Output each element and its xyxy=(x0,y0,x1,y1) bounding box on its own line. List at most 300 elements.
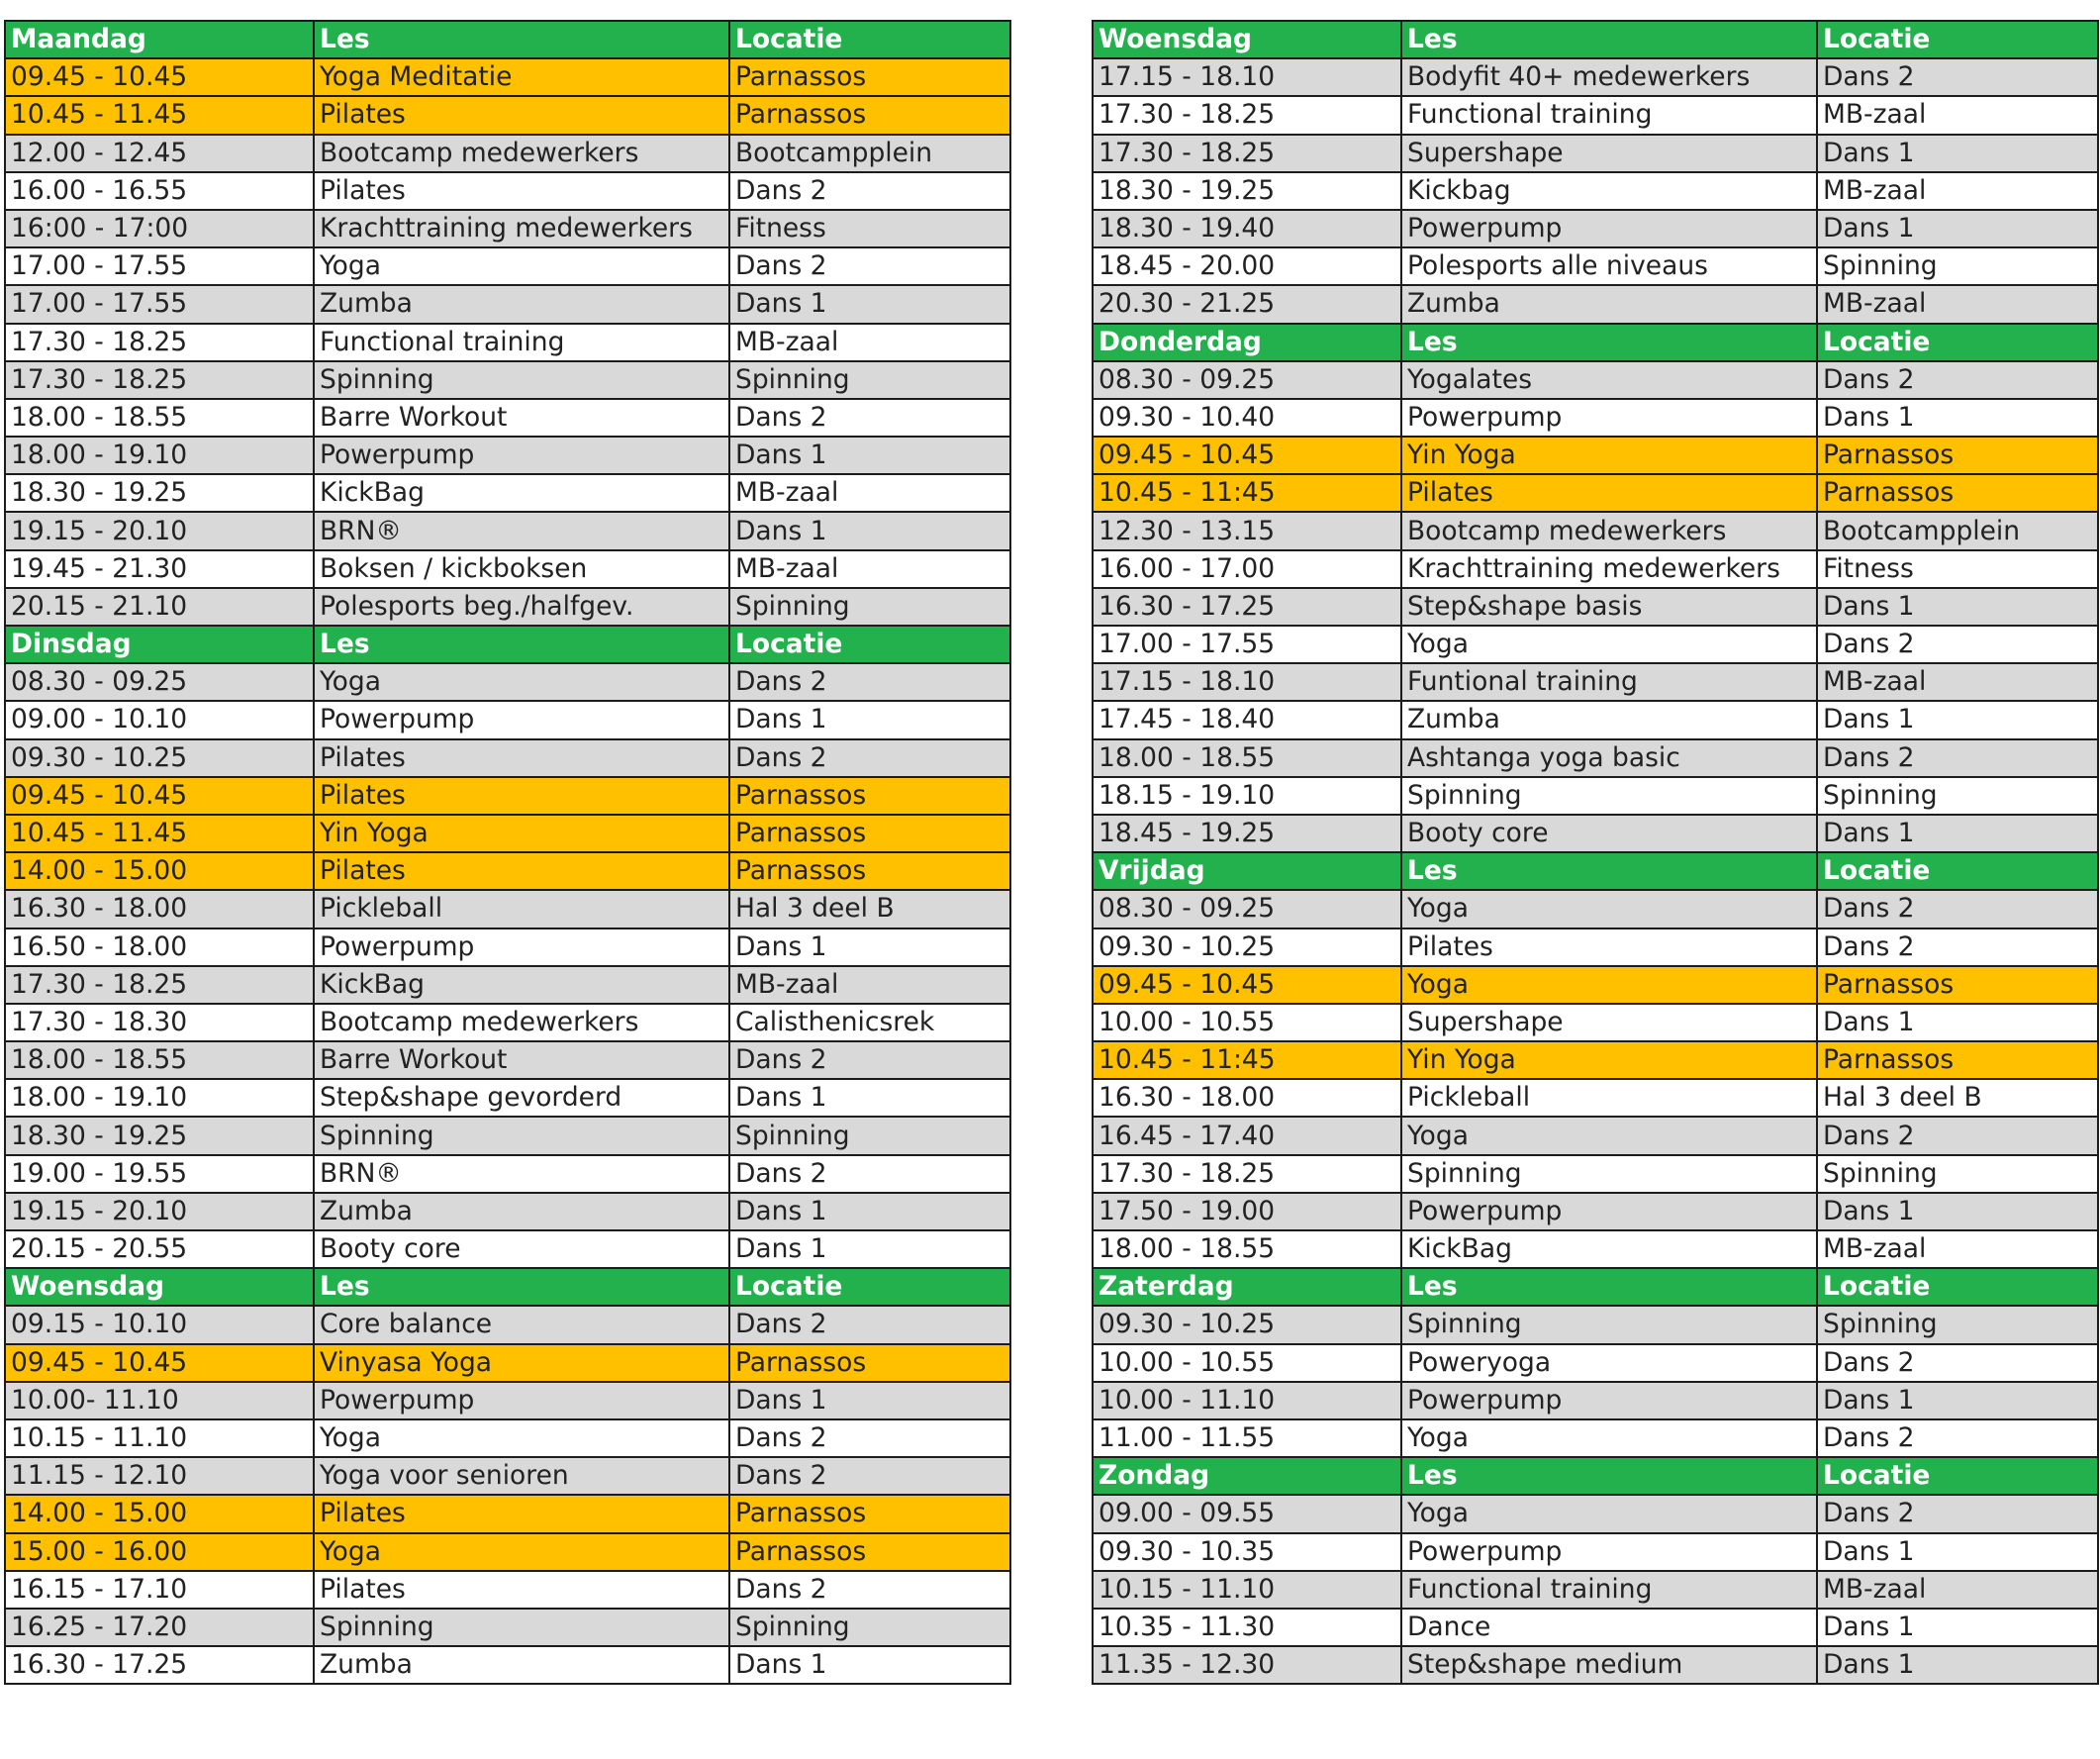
class-name: Bootcamp medewerkers xyxy=(314,1004,729,1041)
class-time: 17.30 - 18.25 xyxy=(1093,96,1401,134)
class-time: 16:00 - 17:00 xyxy=(5,210,314,247)
schedule-row xyxy=(1093,58,2098,96)
class-location: Dans 2 xyxy=(1817,890,2098,928)
day-name: Vrijdag xyxy=(1093,852,1401,890)
class-name: Step&shape medium xyxy=(1401,1646,1817,1684)
schedule-row xyxy=(5,890,1010,928)
class-time: 17.00 - 17.55 xyxy=(1093,626,1401,663)
class-name: Yoga xyxy=(314,663,729,701)
class-name: Pilates xyxy=(314,172,729,210)
les-column-header: Les xyxy=(1401,852,1817,890)
schedule-row xyxy=(1093,437,2098,474)
locatie-column-header: Locatie xyxy=(729,1268,1010,1306)
class-time: 09.30 - 10.25 xyxy=(5,739,314,777)
class-time: 18.30 - 19.25 xyxy=(1093,172,1401,210)
schedule-row xyxy=(1093,399,2098,437)
class-time: 20.15 - 20.55 xyxy=(5,1230,314,1268)
class-name: Spinning xyxy=(1401,1155,1817,1193)
schedule-row xyxy=(1093,1079,2098,1117)
schedule-row xyxy=(5,815,1010,852)
class-location: Spinning xyxy=(729,361,1010,399)
locatie-column-header: Locatie xyxy=(1817,852,2098,890)
schedule-row xyxy=(5,512,1010,549)
class-location: Dans 1 xyxy=(1817,701,2098,738)
class-location: Dans 1 xyxy=(729,1193,1010,1230)
class-location: Spinning xyxy=(729,1117,1010,1154)
class-location: Parnassos xyxy=(729,1533,1010,1571)
class-time: 09.45 - 10.45 xyxy=(1093,966,1401,1004)
day-header-row xyxy=(1093,21,2098,58)
class-time: 10.00 - 10.55 xyxy=(1093,1344,1401,1382)
class-time: 17.30 - 18.25 xyxy=(1093,1155,1401,1193)
class-name: Zumba xyxy=(314,285,729,323)
schedule-row xyxy=(5,966,1010,1004)
class-location: Hal 3 deel B xyxy=(729,890,1010,928)
schedule-row xyxy=(1093,588,2098,626)
class-time: 16.30 - 18.00 xyxy=(1093,1079,1401,1117)
schedule-row xyxy=(1093,1609,2098,1646)
day-header-row xyxy=(1093,1457,2098,1495)
class-location: Dans 2 xyxy=(729,247,1010,285)
class-time: 09.00 - 09.55 xyxy=(1093,1495,1401,1532)
schedule-row xyxy=(5,96,1010,134)
schedule-row xyxy=(5,58,1010,96)
schedule-row xyxy=(5,1419,1010,1457)
schedule-row xyxy=(5,247,1010,285)
schedule-row xyxy=(1093,890,2098,928)
schedule-row xyxy=(5,1155,1010,1193)
class-name: Pilates xyxy=(314,777,729,815)
schedule-row xyxy=(5,1382,1010,1419)
class-location: Dans 2 xyxy=(1817,1344,2098,1382)
class-time: 16.00 - 16.55 xyxy=(5,172,314,210)
class-time: 09.30 - 10.35 xyxy=(1093,1533,1401,1571)
schedule-row xyxy=(1093,815,2098,852)
schedule-row xyxy=(1093,512,2098,549)
schedule-row xyxy=(5,324,1010,361)
schedule-row xyxy=(5,1230,1010,1268)
les-column-header: Les xyxy=(1401,21,1817,58)
class-location: Dans 1 xyxy=(729,928,1010,966)
schedule-row xyxy=(5,663,1010,701)
class-time: 09.30 - 10.40 xyxy=(1093,399,1401,437)
class-location: Bootcampplein xyxy=(729,135,1010,172)
class-location: Dans 2 xyxy=(729,1041,1010,1079)
class-name: Polesports beg./halfgev. xyxy=(314,588,729,626)
class-name: Yin Yoga xyxy=(1401,437,1817,474)
class-name: Zumba xyxy=(1401,285,1817,323)
class-time: 11.00 - 11.55 xyxy=(1093,1419,1401,1457)
class-time: 16.25 - 17.20 xyxy=(5,1609,314,1646)
class-name: Dance xyxy=(1401,1609,1817,1646)
class-name: Functional training xyxy=(1401,96,1817,134)
class-name: Pilates xyxy=(314,1495,729,1532)
class-location: Dans 2 xyxy=(1817,626,2098,663)
class-time: 19.45 - 21.30 xyxy=(5,550,314,588)
class-time: 18.00 - 18.55 xyxy=(1093,739,1401,777)
schedule-row xyxy=(1093,210,2098,247)
class-name: Vinyasa Yoga xyxy=(314,1344,729,1382)
class-location: Fitness xyxy=(729,210,1010,247)
les-column-header: Les xyxy=(1401,1268,1817,1306)
schedule-row xyxy=(5,1457,1010,1495)
class-name: Spinning xyxy=(314,1609,729,1646)
schedule-row xyxy=(5,1344,1010,1382)
class-time: 18.30 - 19.25 xyxy=(5,1117,314,1154)
class-time: 10.45 - 11:45 xyxy=(1093,1041,1401,1079)
schedule-row xyxy=(1093,1571,2098,1609)
schedule-row xyxy=(5,1079,1010,1117)
class-name: Yogalates xyxy=(1401,361,1817,399)
class-time: 17.15 - 18.10 xyxy=(1093,58,1401,96)
schedule-row xyxy=(5,1117,1010,1154)
class-name: Boksen / kickboksen xyxy=(314,550,729,588)
class-location: MB-zaal xyxy=(1817,96,2098,134)
class-time: 16.30 - 18.00 xyxy=(5,890,314,928)
class-time: 11.15 - 12.10 xyxy=(5,1457,314,1495)
class-time: 17.30 - 18.25 xyxy=(5,966,314,1004)
day-name: Woensdag xyxy=(1093,21,1401,58)
schedule-row xyxy=(1093,1533,2098,1571)
class-location: Dans 2 xyxy=(729,1155,1010,1193)
day-name: Woensdag xyxy=(5,1268,314,1306)
class-name: KickBag xyxy=(314,966,729,1004)
class-name: Krachttraining medewerkers xyxy=(1401,550,1817,588)
class-time: 11.35 - 12.30 xyxy=(1093,1646,1401,1684)
class-time: 14.00 - 15.00 xyxy=(5,1495,314,1532)
locatie-column-header: Locatie xyxy=(1817,21,2098,58)
class-name: Yoga xyxy=(1401,890,1817,928)
class-location: Dans 2 xyxy=(729,1419,1010,1457)
class-time: 10.00- 11.10 xyxy=(5,1382,314,1419)
schedule-row xyxy=(1093,172,2098,210)
class-name: Kickbag xyxy=(1401,172,1817,210)
schedule-row xyxy=(1093,96,2098,134)
class-name: KickBag xyxy=(1401,1230,1817,1268)
class-time: 18.00 - 19.10 xyxy=(5,1079,314,1117)
class-time: 19.15 - 20.10 xyxy=(5,512,314,549)
class-name: Barre Workout xyxy=(314,1041,729,1079)
locatie-column-header: Locatie xyxy=(1817,1457,2098,1495)
locatie-column-header: Locatie xyxy=(1817,324,2098,361)
schedule-row xyxy=(5,1533,1010,1571)
class-location: Dans 1 xyxy=(729,1646,1010,1684)
class-location: Parnassos xyxy=(1817,437,2098,474)
schedule-row xyxy=(1093,1155,2098,1193)
class-location: Hal 3 deel B xyxy=(1817,1079,2098,1117)
class-name: Pilates xyxy=(314,852,729,890)
class-location: Spinning xyxy=(729,1609,1010,1646)
class-time: 09.45 - 10.45 xyxy=(5,777,314,815)
class-time: 18.15 - 19.10 xyxy=(1093,777,1401,815)
class-time: 19.00 - 19.55 xyxy=(5,1155,314,1193)
class-name: Yoga xyxy=(1401,626,1817,663)
class-name: Powerpump xyxy=(1401,1533,1817,1571)
class-location: Dans 1 xyxy=(729,1230,1010,1268)
day-name: Zondag xyxy=(1093,1457,1401,1495)
class-location: Parnassos xyxy=(729,1344,1010,1382)
schedule-row xyxy=(5,437,1010,474)
class-name: Yoga voor senioren xyxy=(314,1457,729,1495)
class-location: Dans 1 xyxy=(1817,210,2098,247)
class-location: Calisthenicsrek xyxy=(729,1004,1010,1041)
day-name: Dinsdag xyxy=(5,626,314,663)
class-name: Functional training xyxy=(314,324,729,361)
schedule-row xyxy=(5,1571,1010,1609)
class-name: Bootcamp medewerkers xyxy=(314,135,729,172)
class-name: Powerpump xyxy=(1401,399,1817,437)
class-name: Yoga xyxy=(1401,1117,1817,1154)
class-time: 17.30 - 18.25 xyxy=(1093,135,1401,172)
les-column-header: Les xyxy=(1401,324,1817,361)
class-time: 15.00 - 16.00 xyxy=(5,1533,314,1571)
schedule-row xyxy=(5,285,1010,323)
class-location: Dans 1 xyxy=(1817,1193,2098,1230)
class-name: Ashtanga yoga basic xyxy=(1401,739,1817,777)
day-header-row xyxy=(1093,1268,2098,1306)
class-location: Dans 2 xyxy=(1817,58,2098,96)
schedule-row xyxy=(1093,1419,2098,1457)
class-time: 16.15 - 17.10 xyxy=(5,1571,314,1609)
class-location: MB-zaal xyxy=(1817,1571,2098,1609)
class-time: 10.45 - 11.45 xyxy=(5,815,314,852)
class-name: Step&shape gevorderd xyxy=(314,1079,729,1117)
class-name: Functional training xyxy=(1401,1571,1817,1609)
class-location: Parnassos xyxy=(729,96,1010,134)
class-time: 18.00 - 18.55 xyxy=(1093,1230,1401,1268)
schedule-row xyxy=(1093,1344,2098,1382)
class-location: MB-zaal xyxy=(1817,172,2098,210)
class-location: Dans 2 xyxy=(729,399,1010,437)
class-name: Pickleball xyxy=(314,890,729,928)
class-name: Powerpump xyxy=(314,437,729,474)
day-header-row xyxy=(5,21,1010,58)
class-name: Pilates xyxy=(314,739,729,777)
class-name: Yoga xyxy=(314,1533,729,1571)
day-name: Donderdag xyxy=(1093,324,1401,361)
class-location: Dans 1 xyxy=(729,437,1010,474)
schedule-row xyxy=(1093,1004,2098,1041)
class-time: 20.30 - 21.25 xyxy=(1093,285,1401,323)
schedule-row xyxy=(1093,1306,2098,1343)
class-name: Powerpump xyxy=(1401,1382,1817,1419)
class-time: 19.15 - 20.10 xyxy=(5,1193,314,1230)
class-location: Parnassos xyxy=(729,777,1010,815)
class-location: Dans 1 xyxy=(729,1079,1010,1117)
class-time: 20.15 - 21.10 xyxy=(5,588,314,626)
schedule-row xyxy=(1093,966,2098,1004)
class-time: 09.15 - 10.10 xyxy=(5,1306,314,1343)
class-time: 10.45 - 11:45 xyxy=(1093,474,1401,512)
class-name: Step&shape basis xyxy=(1401,588,1817,626)
class-time: 17.45 - 18.40 xyxy=(1093,701,1401,738)
class-location: Dans 1 xyxy=(1817,135,2098,172)
class-name: Powerpump xyxy=(1401,210,1817,247)
class-time: 09.00 - 10.10 xyxy=(5,701,314,738)
class-time: 12.30 - 13.15 xyxy=(1093,512,1401,549)
class-name: Barre Workout xyxy=(314,399,729,437)
class-time: 12.00 - 12.45 xyxy=(5,135,314,172)
class-location: Dans 2 xyxy=(1817,739,2098,777)
class-location: Dans 2 xyxy=(1817,1419,2098,1457)
class-location: Parnassos xyxy=(729,815,1010,852)
class-name: Supershape xyxy=(1401,135,1817,172)
schedule-row xyxy=(1093,550,2098,588)
class-time: 17.00 - 17.55 xyxy=(5,247,314,285)
class-time: 10.15 - 11.10 xyxy=(1093,1571,1401,1609)
class-location: Dans 1 xyxy=(729,1382,1010,1419)
schedule-row xyxy=(1093,928,2098,966)
schedule-row xyxy=(5,474,1010,512)
class-name: Pilates xyxy=(314,96,729,134)
schedule-row xyxy=(1093,1193,2098,1230)
class-location: Dans 2 xyxy=(729,1457,1010,1495)
class-name: Pilates xyxy=(314,1571,729,1609)
schedule-table-left xyxy=(4,20,1011,1685)
class-name: Zumba xyxy=(314,1646,729,1684)
class-location: Parnassos xyxy=(729,58,1010,96)
class-name: Powerpump xyxy=(314,928,729,966)
schedule-row xyxy=(5,588,1010,626)
locatie-column-header: Locatie xyxy=(729,626,1010,663)
class-location: Dans 2 xyxy=(729,663,1010,701)
class-location: MB-zaal xyxy=(1817,663,2098,701)
class-name: Powerpump xyxy=(314,701,729,738)
class-location: Fitness xyxy=(1817,550,2098,588)
day-header-row xyxy=(1093,852,2098,890)
schedule-row xyxy=(1093,247,2098,285)
class-location: MB-zaal xyxy=(1817,285,2098,323)
schedule-row xyxy=(5,1609,1010,1646)
class-name: Booty core xyxy=(1401,815,1817,852)
class-name: Bootcamp medewerkers xyxy=(1401,512,1817,549)
class-time: 17.30 - 18.25 xyxy=(5,324,314,361)
schedule-row xyxy=(5,777,1010,815)
schedule-row xyxy=(1093,1646,2098,1684)
class-name: BRN® xyxy=(314,512,729,549)
schedule-row xyxy=(1093,1230,2098,1268)
class-location: MB-zaal xyxy=(1817,1230,2098,1268)
class-location: Dans 2 xyxy=(729,1306,1010,1343)
les-column-header: Les xyxy=(314,21,729,58)
schedule-row xyxy=(1093,361,2098,399)
class-location: Spinning xyxy=(1817,777,2098,815)
class-name: Yoga xyxy=(314,247,729,285)
class-location: Dans 1 xyxy=(1817,1609,2098,1646)
class-time: 09.45 - 10.45 xyxy=(1093,437,1401,474)
schedule-row xyxy=(5,701,1010,738)
class-location: Spinning xyxy=(1817,1306,2098,1343)
class-location: Bootcampplein xyxy=(1817,512,2098,549)
class-location: MB-zaal xyxy=(729,966,1010,1004)
class-location: Dans 1 xyxy=(1817,815,2098,852)
schedule-row xyxy=(5,135,1010,172)
class-name: Krachttraining medewerkers xyxy=(314,210,729,247)
schedule-row xyxy=(1093,777,2098,815)
class-location: Spinning xyxy=(1817,247,2098,285)
class-location: MB-zaal xyxy=(729,324,1010,361)
class-time: 17.15 - 18.10 xyxy=(1093,663,1401,701)
schedule-row xyxy=(1093,474,2098,512)
day-name: Zaterdag xyxy=(1093,1268,1401,1306)
schedule-row xyxy=(1093,739,2098,777)
schedule-row xyxy=(1093,701,2098,738)
day-header-row xyxy=(5,626,1010,663)
class-name: Bodyfit 40+ medewerkers xyxy=(1401,58,1817,96)
class-name: Pilates xyxy=(1401,928,1817,966)
class-location: Dans 1 xyxy=(1817,1533,2098,1571)
class-name: Poweryoga xyxy=(1401,1344,1817,1382)
class-location: Dans 2 xyxy=(1817,1495,2098,1532)
class-time: 18.45 - 19.25 xyxy=(1093,815,1401,852)
schedule-row xyxy=(1093,135,2098,172)
class-time: 18.30 - 19.40 xyxy=(1093,210,1401,247)
class-time: 09.45 - 10.45 xyxy=(5,1344,314,1382)
class-name: Yin Yoga xyxy=(314,815,729,852)
schedule-row xyxy=(5,1306,1010,1343)
schedule-row xyxy=(5,1646,1010,1684)
class-location: MB-zaal xyxy=(729,474,1010,512)
class-location: Dans 2 xyxy=(1817,1117,2098,1154)
day-header-row xyxy=(5,1268,1010,1306)
schedule-row xyxy=(1093,1041,2098,1079)
class-time: 18.45 - 20.00 xyxy=(1093,247,1401,285)
schedule-table-right xyxy=(1092,20,2099,1685)
day-name: Maandag xyxy=(5,21,314,58)
class-location: Parnassos xyxy=(1817,474,2098,512)
class-name: Supershape xyxy=(1401,1004,1817,1041)
class-location: Dans 2 xyxy=(729,739,1010,777)
class-location: Spinning xyxy=(729,588,1010,626)
class-time: 10.00 - 10.55 xyxy=(1093,1004,1401,1041)
class-location: Dans 1 xyxy=(729,701,1010,738)
class-name: Spinning xyxy=(1401,1306,1817,1343)
class-location: Dans 1 xyxy=(729,285,1010,323)
schedule-row xyxy=(5,399,1010,437)
les-column-header: Les xyxy=(314,1268,729,1306)
class-time: 18.00 - 18.55 xyxy=(5,1041,314,1079)
class-name: Pickleball xyxy=(1401,1079,1817,1117)
class-time: 16.45 - 17.40 xyxy=(1093,1117,1401,1154)
schedule-row xyxy=(5,1041,1010,1079)
schedule-row xyxy=(5,172,1010,210)
class-time: 09.45 - 10.45 xyxy=(5,58,314,96)
class-time: 09.30 - 10.25 xyxy=(1093,928,1401,966)
class-time: 17.00 - 17.55 xyxy=(5,285,314,323)
class-time: 18.30 - 19.25 xyxy=(5,474,314,512)
class-location: Dans 2 xyxy=(729,172,1010,210)
class-time: 16.50 - 18.00 xyxy=(5,928,314,966)
class-name: Powerpump xyxy=(1401,1193,1817,1230)
class-time: 10.15 - 11.10 xyxy=(5,1419,314,1457)
class-time: 17.30 - 18.25 xyxy=(5,361,314,399)
class-name: Spinning xyxy=(1401,777,1817,815)
class-name: Funtional training xyxy=(1401,663,1817,701)
class-name: Polesports alle niveaus xyxy=(1401,247,1817,285)
schedule-row xyxy=(1093,626,2098,663)
class-name: Pilates xyxy=(1401,474,1817,512)
schedule-row xyxy=(1093,1495,2098,1532)
day-header-row xyxy=(1093,324,2098,361)
class-time: 09.30 - 10.25 xyxy=(1093,1306,1401,1343)
schedule-row xyxy=(5,1193,1010,1230)
class-location: Dans 2 xyxy=(729,1571,1010,1609)
class-name: Yoga xyxy=(1401,1419,1817,1457)
class-name: Spinning xyxy=(314,1117,729,1154)
les-column-header: Les xyxy=(314,626,729,663)
locatie-column-header: Locatie xyxy=(1817,1268,2098,1306)
class-time: 08.30 - 09.25 xyxy=(1093,361,1401,399)
